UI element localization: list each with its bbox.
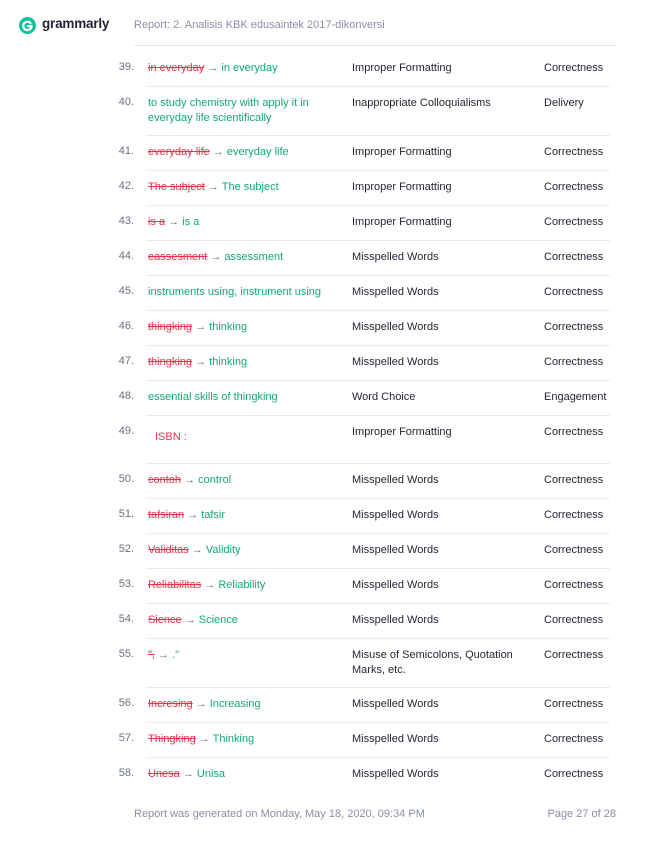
deleted-text: in everyday [148,62,205,74]
arrow-right-icon: → [204,181,222,193]
issue-type: Improper Formatting [352,62,452,74]
issue-category: Correctness [544,286,604,298]
deleted-text: The subject [148,181,205,193]
inserted-text: thinking [209,356,248,368]
issue-type: Misspelled Words [352,251,439,263]
suggestion-text [148,425,343,445]
issue-type: Improper Formatting [352,426,452,438]
arrow-right-icon: → [179,768,197,780]
table-row [0,241,650,276]
arrow-right-icon: → [181,614,199,626]
inserted-text: tafsir [201,509,226,521]
inserted-text: assessment [224,251,284,263]
row-number: 58. [118,767,134,779]
issue-category: Delivery [544,97,584,109]
flagged-text: essential skills of thingking [148,391,278,403]
table-row [0,87,650,136]
issue-type: Misspelled Words [352,286,439,298]
row-number: 53. [118,578,134,590]
issue-type: Misspelled Words [352,321,439,333]
row-number: 54. [118,613,134,625]
suggestion-text [148,578,343,593]
deleted-text: eassesment [148,251,208,263]
row-number: 48. [118,390,134,402]
logo-text: grammarly [42,16,110,31]
issue-category: Correctness [544,474,604,486]
suggestion-text [148,732,343,747]
deleted-text: Incresing [148,698,193,710]
issue-category: Correctness [544,251,604,263]
suggestion-text [148,61,343,76]
row-number: 47. [118,355,134,367]
deleted-text: tafsiran [148,509,185,521]
report-generated-text: Report was generated on Monday, May 18, 2020, 09:34 PM [134,808,425,820]
arrow-right-icon: → [195,733,213,745]
deleted-text: Sience [148,614,182,626]
issue-type: Misspelled Words [352,356,439,368]
arrow-right-icon: → [165,216,183,228]
row-number: 55. [118,648,134,660]
arrow-right-icon: → [154,649,173,661]
arrow-right-icon: → [192,321,210,333]
deleted-text: Thingking [148,733,196,745]
issue-type: Improper Formatting [352,146,452,158]
suggestion-text [148,145,343,160]
arrow-right-icon: → [192,356,210,368]
table-row [0,464,650,499]
inserted-text: Increasing [209,698,261,710]
table-row [0,136,650,171]
inserted-text: Reliability [218,579,266,591]
issue-type: Misspelled Words [352,614,439,626]
arrow-right-icon: → [204,62,222,74]
row-number: 39. [118,61,134,73]
issue-type: Word Choice [352,391,416,403]
issue-type: Inappropriate Colloquialisms [352,97,491,109]
table-row [0,381,650,416]
issue-type: Misspelled Words [352,509,439,521]
deleted-text: Validitas [148,544,189,556]
arrow-right-icon: → [209,146,227,158]
suggestion-text [148,320,343,335]
header-divider [134,45,616,46]
suggestion-text [148,215,343,230]
issue-type: Improper Formatting [352,181,452,193]
table-row [0,276,650,311]
suggestion-text [148,473,343,488]
suggestion-text [148,767,343,782]
deleted-text: Unesa [148,768,180,780]
row-number: 50. [118,473,134,485]
row-number: 57. [118,732,134,744]
issue-category: Correctness [544,579,604,591]
deleted-text: thingking [148,321,193,333]
row-number: 41. [118,145,134,157]
inserted-text: The subject [221,181,279,193]
table-row [0,206,650,241]
row-number: 56. [118,697,134,709]
issue-type: Misuse of Semicolons, Quotation Marks, etc. [352,649,513,676]
arrow-right-icon: → [207,251,225,263]
issue-category: Correctness [544,356,604,368]
table-row [0,171,650,206]
issue-category: Correctness [544,733,604,745]
flagged-text: instruments using, instrument using [148,286,322,298]
row-number: 42. [118,180,134,192]
arrow-right-icon: → [188,544,206,556]
issue-type: Misspelled Words [352,474,439,486]
inserted-text: is a [182,216,200,228]
arrow-right-icon: → [184,509,202,521]
deleted-text: is a [148,216,166,228]
inserted-text: thinking [209,321,248,333]
suggestion-text [148,613,343,628]
issue-category: Correctness [544,321,604,333]
deleted-text: Reliabilitas [148,579,202,591]
issue-category: Correctness [544,768,604,780]
suggestion-text [148,390,343,405]
page-number: Page 27 of 28 [547,808,616,820]
issue-type: Misspelled Words [352,579,439,591]
issue-type: Misspelled Words [352,733,439,745]
suggestion-text [148,285,343,300]
table-row [0,639,650,688]
row-number: 40. [118,96,134,108]
issue-category: Correctness [544,181,604,193]
deleted-text: contoh [148,474,182,486]
suggestion-text [148,508,343,523]
deleted-text: ", [148,649,155,661]
issue-category: Correctness [544,614,604,626]
table-row [0,499,650,534]
flagged-text: to study chemistry with apply it in everyday life scientifically [148,97,309,124]
issue-category: Correctness [544,509,604,521]
table-row [0,758,650,793]
report-header [0,0,650,46]
table-row [0,416,650,464]
arrow-right-icon: → [201,579,219,591]
flagged-text: ISBN : [155,431,187,443]
suggestion-text [148,250,343,265]
issue-category: Engagement [544,391,607,403]
suggestion-text [148,648,343,663]
issue-category: Correctness [544,146,604,158]
row-number: 45. [118,285,134,297]
row-number: 49. [118,425,134,437]
inserted-text: everyday life [226,146,289,158]
issue-category: Correctness [544,544,604,556]
issue-type: Misspelled Words [352,768,439,780]
deleted-text: thingking [148,356,193,368]
suggestion-text [148,543,343,558]
table-row [0,534,650,569]
inserted-text: Validity [205,544,241,556]
inserted-text: in everyday [221,62,278,74]
inserted-text: Thinking [212,733,255,745]
table-row [0,346,650,381]
issue-category: Correctness [544,62,604,74]
row-number: 51. [118,508,134,520]
inserted-text: ." [172,649,180,661]
issue-type: Improper Formatting [352,216,452,228]
arrow-right-icon: → [192,698,210,710]
issue-category: Correctness [544,698,604,710]
grammarly-logo-icon [19,17,36,34]
suggestion-text [148,697,343,712]
inserted-text: Unisa [196,768,226,780]
suggestion-text [148,180,343,195]
table-row [0,569,650,604]
table-row [0,311,650,346]
table-row [0,688,650,723]
row-number: 52. [118,543,134,555]
issue-category: Correctness [544,216,604,228]
suggestion-text [148,355,343,370]
deleted-text: everyday life [148,146,210,158]
issue-type: Misspelled Words [352,544,439,556]
issue-category: Correctness [544,426,604,438]
issue-category: Correctness [544,649,604,661]
report-title: Report: 2. Analisis KBK edusaintek 2017-dikonversi [134,19,385,31]
suggestion-text [148,96,343,126]
table-row [0,52,650,87]
arrow-right-icon: → [181,474,199,486]
row-number: 43. [118,215,134,227]
inserted-text: control [198,474,232,486]
inserted-text: Science [198,614,238,626]
table-row [0,723,650,758]
issue-type: Misspelled Words [352,698,439,710]
row-number: 46. [118,320,134,332]
table-row [0,604,650,639]
row-number: 44. [118,250,134,262]
